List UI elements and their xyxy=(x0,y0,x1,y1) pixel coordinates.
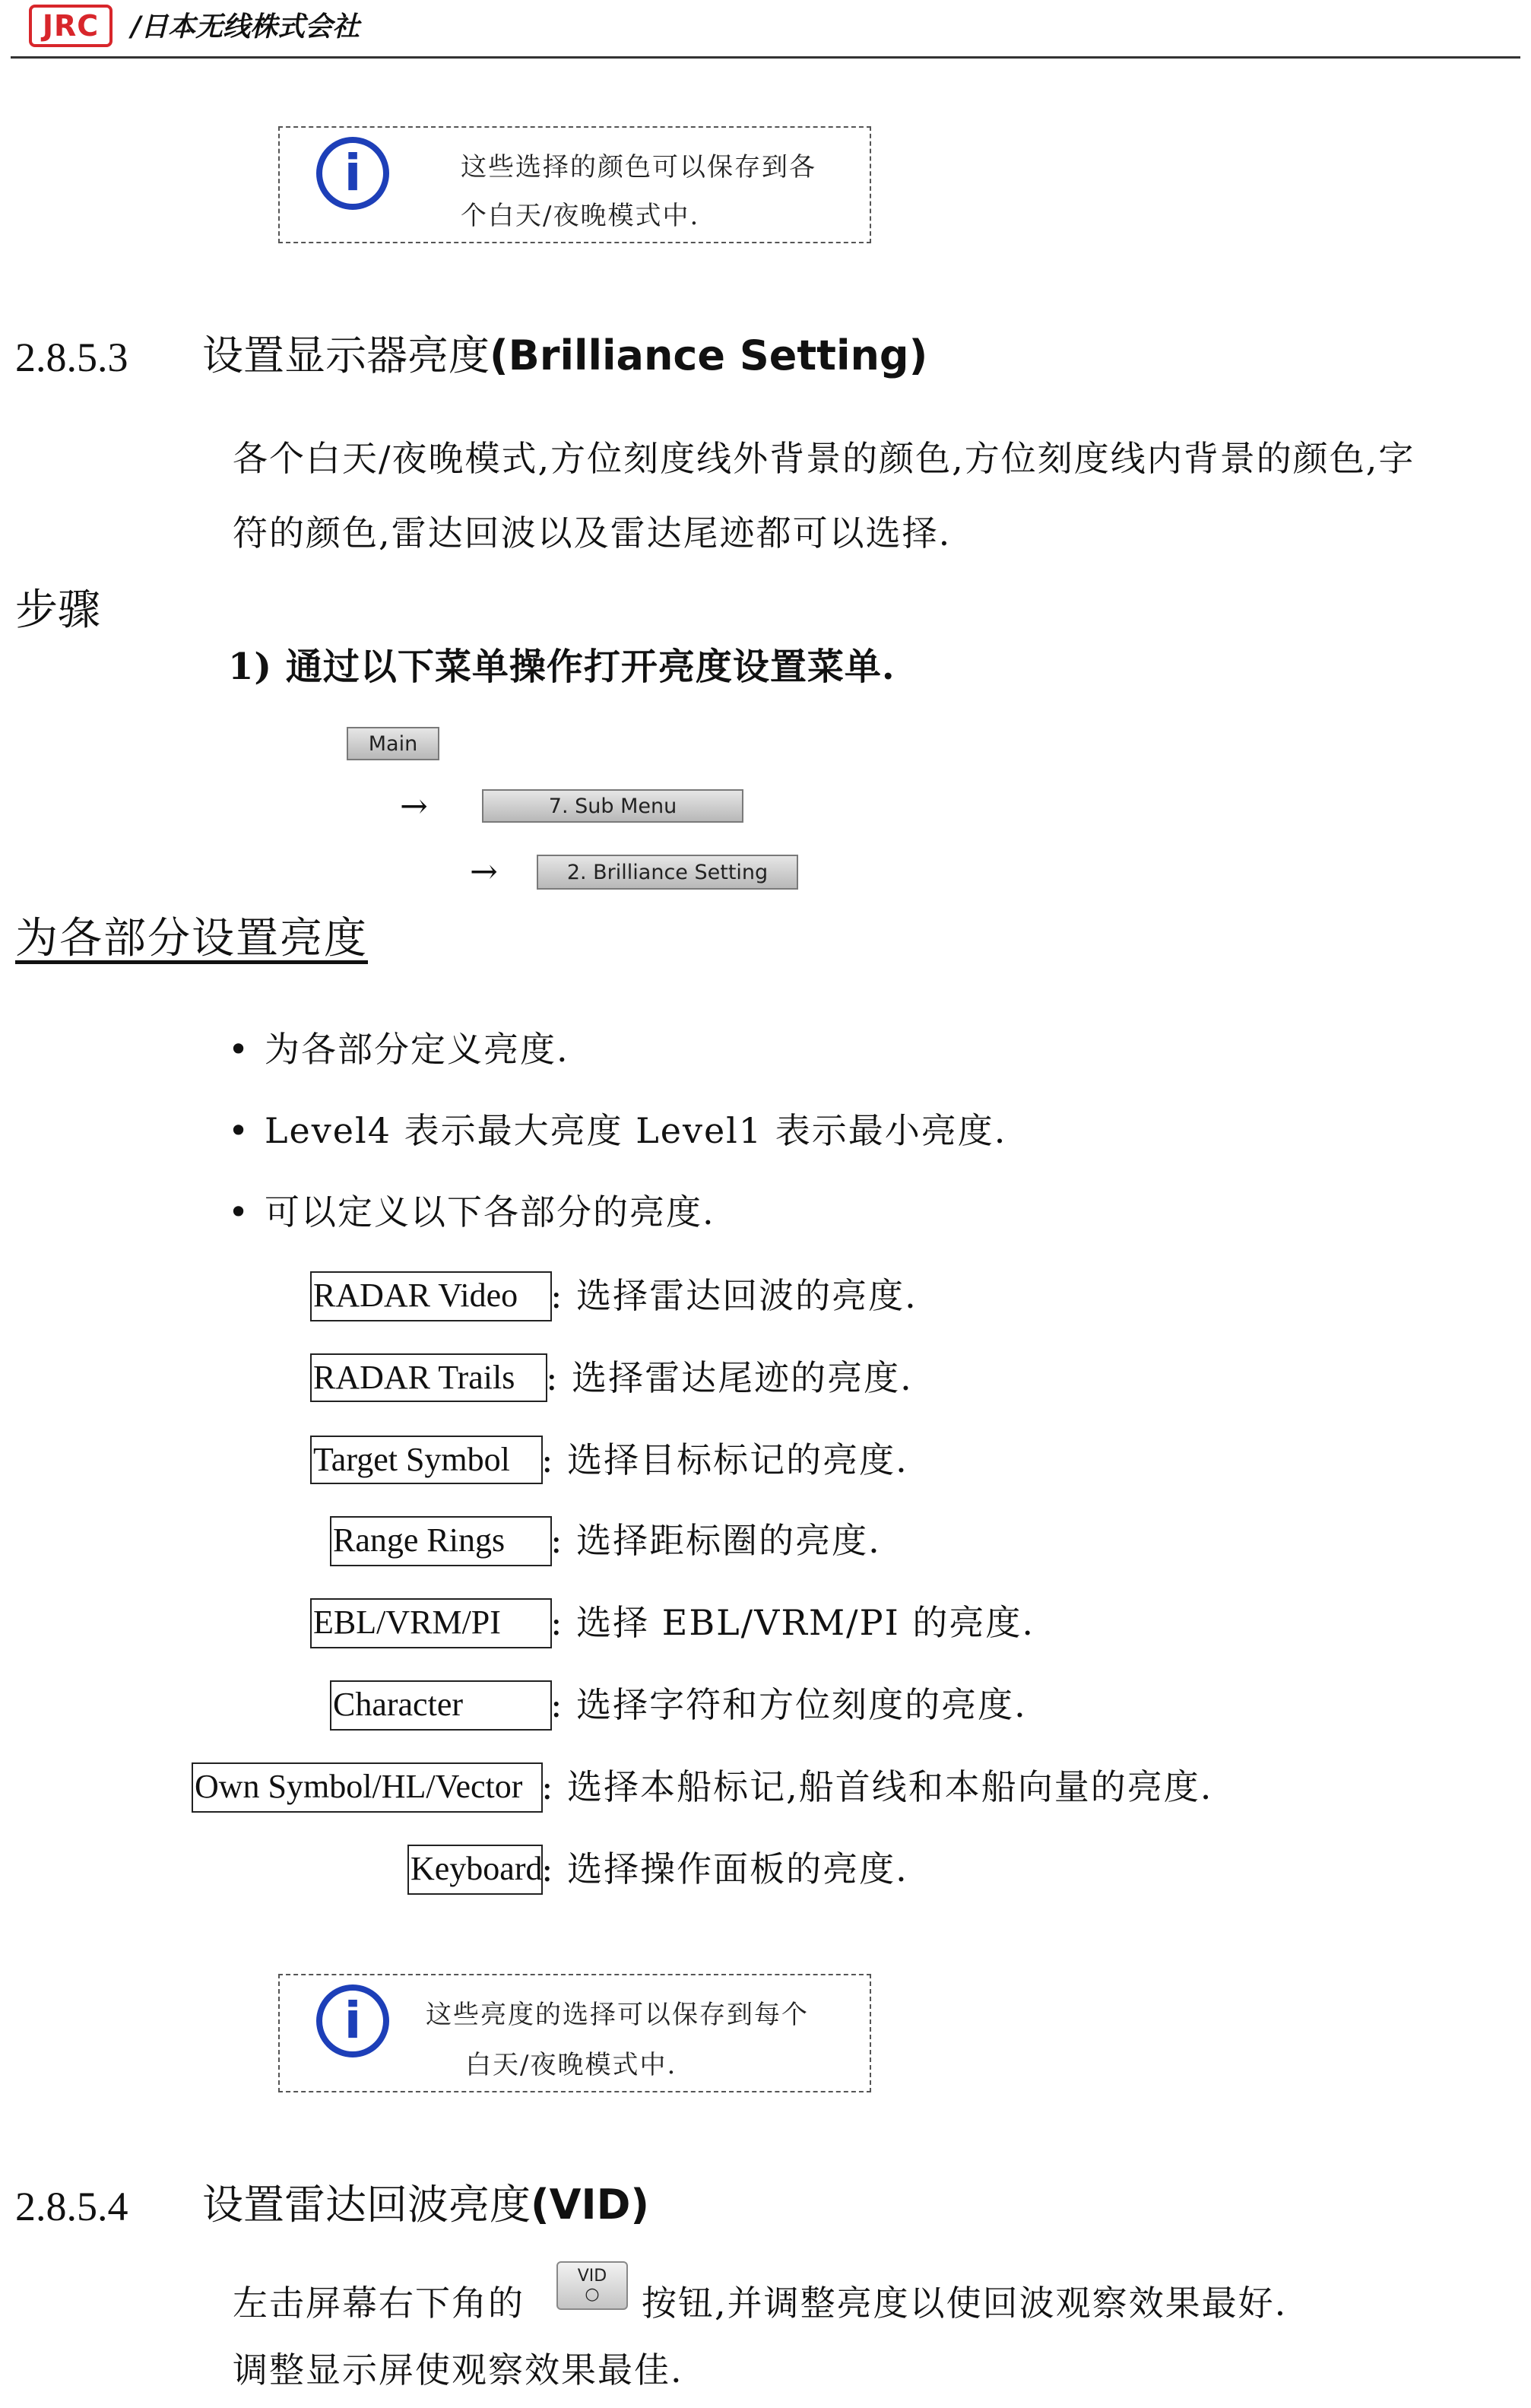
section-title-cn: 设置显示器亮度 xyxy=(202,332,490,379)
vid-line-after: 按钮,并调整亮度以使回波观察效果最好. xyxy=(642,2283,1288,2324)
section-number: 2.8.5.3 xyxy=(15,335,128,380)
bullet-item: • 为各部分定义亮度. xyxy=(228,1029,569,1070)
parts-heading: 为各部分设置亮度 xyxy=(15,914,368,963)
item-desc-own-symbol: : 选择本船标记,船首线和本船向量的亮度. xyxy=(541,1766,1213,1807)
sub-menu-button[interactable]: 7. Sub Menu xyxy=(482,789,743,823)
header-divider xyxy=(11,56,1520,59)
vid-line-2: 调整显示屏使观察效果最佳. xyxy=(233,2349,683,2391)
item-desc-target-symbol: : 选择目标标记的亮度. xyxy=(541,1439,908,1480)
section-number: 2.8.5.4 xyxy=(15,2184,128,2229)
info-note-brilliance xyxy=(278,1974,871,2092)
info-icon: i xyxy=(316,137,389,210)
main-menu-button[interactable]: Main xyxy=(347,727,439,760)
bullet-item: • Level4 表示最大亮度 Level1 表示最小亮度. xyxy=(228,1110,1007,1151)
item-desc-character: : 选择字符和方位刻度的亮度. xyxy=(550,1684,1027,1725)
vid-line-before: 左击屏幕右下角的 xyxy=(233,2283,525,2324)
section-title-cn: 设置雷达回波亮度 xyxy=(202,2181,531,2229)
item-label-character: Character xyxy=(330,1680,552,1731)
vid-button[interactable] xyxy=(556,2261,628,2310)
info-note-colors xyxy=(278,126,871,243)
note-line-2: 白天/夜晚模式中. xyxy=(465,2050,677,2080)
item-label-radar-trails: RADAR Trails xyxy=(310,1353,547,1402)
vid-label: VID xyxy=(577,2267,607,2286)
item-desc-radar-video: : 选择雷达回波的亮度. xyxy=(550,1275,918,1316)
brilliance-setting-button[interactable]: 2. Brilliance Setting xyxy=(537,855,798,890)
arrow-icon: → xyxy=(470,852,498,891)
item-label-keyboard: Keyboard xyxy=(407,1845,543,1895)
bullet-text: Level4 表示最大亮度 Level1 表示最小亮度. xyxy=(265,1110,1007,1151)
vid-circle-icon: ○ xyxy=(585,2285,600,2304)
item-label-own-symbol: Own Symbol/HL/Vector xyxy=(192,1762,543,1813)
bullet-text: 为各部分定义亮度. xyxy=(265,1029,569,1070)
section-desc-line-2: 符的颜色,雷达回波以及雷达尾迹都可以选择. xyxy=(233,512,952,554)
steps-label: 步骤 xyxy=(15,585,100,635)
item-desc-keyboard: : 选择操作面板的亮度. xyxy=(541,1848,908,1889)
note-line-1: 这些亮度的选择可以保存到每个 xyxy=(426,2000,809,2030)
company-name: /日本无线株式会社 xyxy=(131,11,360,43)
item-desc-range-rings: : 选择距标圈的亮度. xyxy=(550,1520,881,1561)
section-desc-line-1: 各个白天/夜晚模式,方位刻度线外背景的颜色,方位刻度线内背景的颜色,字 xyxy=(233,438,1415,479)
bullet-item: • 可以定义以下各部分的亮度. xyxy=(228,1191,715,1233)
info-icon: i xyxy=(316,1984,389,2057)
section-title xyxy=(202,332,927,380)
item-label-range-rings: Range Rings xyxy=(330,1516,552,1566)
note-line-2: 个白天/夜晚模式中. xyxy=(461,201,700,231)
section-title-en: (Brilliance Setting) xyxy=(490,332,928,379)
item-desc-ebl-vrm-pi: : 选择 EBL/VRM/PI 的亮度. xyxy=(550,1602,1035,1643)
section-title xyxy=(202,2181,649,2229)
bullet-text: 可以定义以下各部分的亮度. xyxy=(265,1191,715,1233)
item-label-target-symbol: Target Symbol xyxy=(310,1436,543,1484)
note-line-1: 这些选择的颜色可以保存到各 xyxy=(461,152,816,182)
jrc-logo: JRC xyxy=(29,5,113,47)
item-desc-radar-trails: : 选择雷达尾迹的亮度. xyxy=(546,1357,913,1398)
item-label-radar-video: RADAR Video xyxy=(310,1271,552,1321)
arrow-icon: → xyxy=(400,787,428,826)
item-label-ebl-vrm-pi: EBL/VRM/PI xyxy=(310,1598,552,1648)
section-title-en: (VID) xyxy=(531,2181,650,2229)
step-1: 1) 通过以下菜单操作打开亮度设置菜单. xyxy=(228,646,895,688)
